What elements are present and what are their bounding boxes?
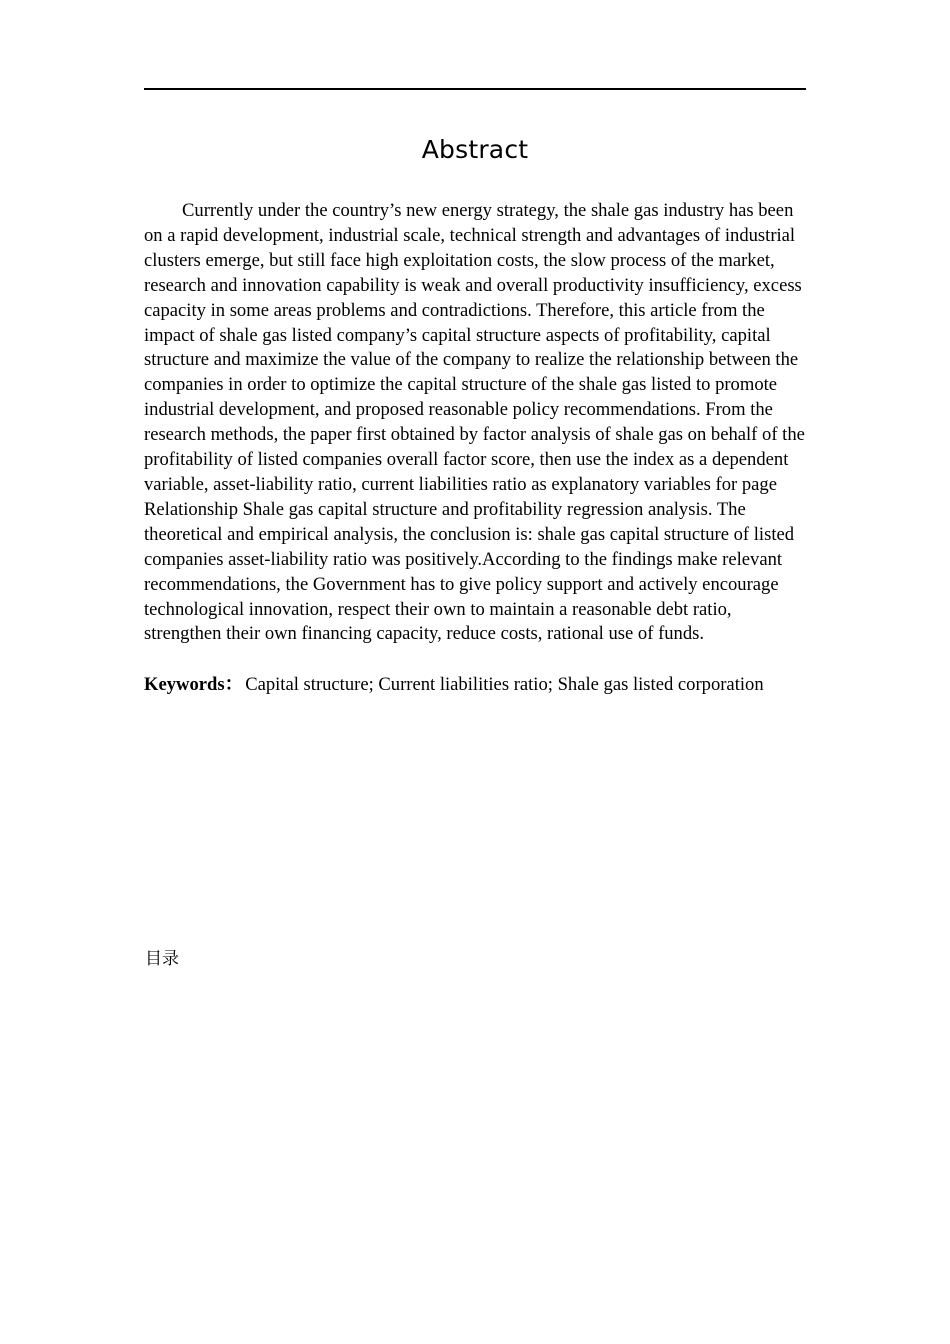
abstract-paragraph: Currently under the country’s new energy strategy, the shale gas industry has been on a rapid development, industrial scale, technical strength and advantages of industrial clusters emerge, but still face high exploitation costs, the slow process of the market, research and innovation capability is weak and overall productivity insufficiency, excess capacity in some areas problems and contradictions. Therefore, this article from the impact of shale gas listed company’s capital structure aspects of profitability, capital structure and maximize the value of the company to realize the relationship between the companies in order to optimize the capital structure of the shale gas listed to promote industrial development, and proposed reasonable policy recommendations. From the research methods, the paper first obtained by factor analysis of shale gas on behalf of the profitability of listed companies overall factor score, then use the index as a dependent variable, asset-liability ratio, current liabilities ratio as explanatory variables for page Relationship Shale gas capital structure and profitability regression analysis. The theoretical and empirical analysis, the conclusion is: shale gas capital structure of listed companies asset-liability ratio was positively.According to the findings make relevant recommendations, the Government has to give policy support and actively encourage technological innovation, respect their own to maintain a reasonable debt ratio, strengthen their own financing capacity, reduce costs, rational use of funds. [144,200,805,645]
keywords-line [144,673,834,698]
header-rule [144,88,806,90]
keywords-label: Keywords [144,674,225,695]
keywords-value: Capital structure; Current liabilities ratio; Shale gas listed corporation [245,674,764,695]
keywords-separator: ： [224,674,244,695]
abstract-title: Abstract [421,135,529,164]
toc-heading: 目录 [145,949,179,969]
